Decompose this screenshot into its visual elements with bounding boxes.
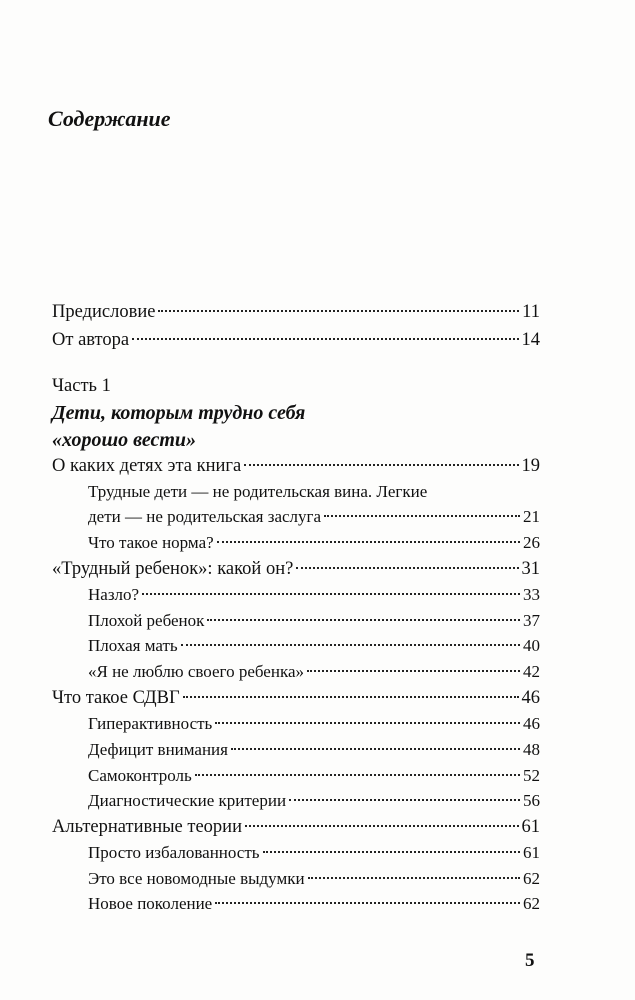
toc-page-number: 11 (522, 302, 540, 322)
toc-entry-title: Назло? (88, 585, 140, 604)
toc-entry[interactable] (88, 609, 540, 633)
toc-entry-title: Дефицит внимания (88, 740, 228, 759)
dot-leader (207, 619, 520, 621)
toc-page-number: 62 (523, 869, 540, 888)
toc-page-number: 61 (521, 817, 540, 837)
dot-leader (307, 670, 520, 672)
toc-entry[interactable] (88, 789, 540, 813)
toc-entry[interactable] (52, 686, 540, 710)
toc-page-number: 19 (521, 456, 540, 476)
part-title-line-2: «хорошо вести» (52, 429, 197, 451)
toc-page-number: 14 (521, 330, 540, 350)
toc-entry[interactable] (88, 505, 540, 529)
toc-page-number: 48 (523, 740, 540, 759)
dot-leader (142, 593, 520, 595)
toc-entry[interactable] (88, 867, 540, 891)
dot-leader (296, 567, 518, 569)
toc-entry-title: дети — не родительская заслуга (88, 507, 322, 526)
dot-leader (244, 464, 518, 466)
toc-entry-title: О каких детях эта книга (52, 456, 242, 476)
toc-entry-title: Плохая мать (88, 636, 178, 655)
toc-entry-title: Это все новомодные выдумки (88, 869, 305, 888)
toc-page-number: 56 (523, 791, 540, 810)
toc-entry-title: Плохой ребенок (88, 611, 205, 630)
toc-entry[interactable] (88, 841, 540, 865)
toc-page-number: 61 (523, 843, 540, 862)
toc-entry-title: «Я не люблю своего ребенка» (88, 662, 304, 681)
toc-page-number: 21 (523, 507, 540, 526)
toc-entry-title: Альтернативные теории (52, 817, 242, 837)
toc-entry[interactable] (88, 583, 540, 607)
dot-leader (324, 515, 520, 517)
dot-leader (215, 722, 520, 724)
toc-entry-title: Диагностические критерии (88, 791, 287, 810)
toc-entry-title: Гиперактивность (88, 714, 213, 733)
toc-page-number: 31 (521, 559, 540, 579)
toc-entry-from-author[interactable] (52, 328, 540, 352)
toc-entry[interactable] (88, 712, 540, 736)
toc-entry[interactable] (88, 764, 540, 788)
dot-leader (183, 696, 519, 698)
dot-leader (217, 541, 520, 543)
toc-page-number: 33 (523, 585, 540, 604)
dot-leader (195, 774, 520, 776)
toc-entry-preface[interactable] (52, 300, 540, 324)
toc-page-number: 52 (523, 766, 540, 785)
dot-leader (231, 748, 520, 750)
toc-entry-title: Самоконтроль (88, 766, 192, 785)
toc-entry-title: Новое поколение (88, 894, 213, 913)
toc-entry-title: От автора (52, 330, 130, 350)
contents-heading: Содержание (48, 106, 171, 131)
toc-entry[interactable] (88, 531, 540, 555)
toc-page-number: 26 (523, 533, 540, 552)
toc-entry-title: Просто избалованность (88, 843, 260, 862)
toc-entry[interactable] (88, 634, 540, 658)
toc-page-number: 62 (523, 894, 540, 913)
toc-entry-title: Что такое СДВГ (52, 688, 180, 708)
dot-leader (245, 825, 519, 827)
dot-leader (215, 902, 520, 904)
toc-entry-title-line-1: Трудные дети — не родительская вина. Легкие (88, 482, 428, 501)
dot-leader (158, 310, 519, 312)
dot-leader (263, 851, 520, 853)
toc-entry[interactable] (88, 892, 540, 916)
toc-entry[interactable] (88, 738, 540, 762)
toc-entry-title: «Трудный ребенок»: какой он? (52, 559, 294, 579)
toc-entry[interactable] (52, 815, 540, 839)
page-number: 5 (525, 950, 535, 971)
toc-entry[interactable] (52, 454, 540, 478)
toc-entry[interactable] (88, 660, 540, 684)
dot-leader (132, 338, 518, 340)
dot-leader (308, 877, 520, 879)
toc-entry-title: Предисловие (52, 302, 156, 322)
toc-page-number: 46 (523, 714, 540, 733)
part-title-line-1: Дети, которым трудно себя (52, 402, 306, 424)
toc-entry[interactable] (52, 557, 540, 581)
toc-entry-title: Что такое норма? (88, 533, 214, 552)
toc-page-number: 40 (523, 636, 540, 655)
dot-leader (181, 644, 520, 646)
part-label: Часть 1 (52, 376, 111, 396)
toc-page-number: 42 (523, 662, 540, 681)
toc-page-number: 37 (523, 611, 540, 630)
toc-page-number: 46 (521, 688, 540, 708)
dot-leader (289, 799, 520, 801)
